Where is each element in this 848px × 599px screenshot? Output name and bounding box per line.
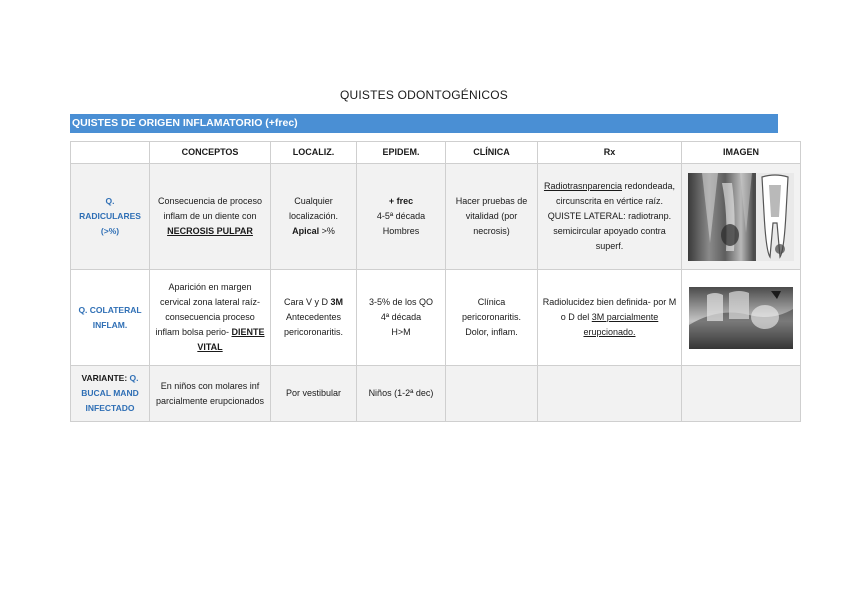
conceptos-cell: En niños con molares inf parcialmente erupcionados — [150, 366, 271, 422]
row-name — [71, 164, 150, 270]
row-name-line: Q. BUCAL MAND INFECTADO — [81, 373, 139, 413]
header-localiz: LOCALIZ. — [271, 142, 357, 164]
header-row — [71, 142, 801, 164]
epidem-cell: Niños (1-2ª dec) — [357, 366, 446, 422]
conceptos-cell — [150, 164, 271, 270]
radiograph-image — [689, 287, 793, 349]
variant-label: VARIANTE: — [81, 373, 128, 383]
row-name-line: INFLAM. — [92, 319, 128, 330]
row-name-line: Q. — [105, 196, 115, 206]
clinica-cell: Hacer pruebas de vitalidad (por necrosis) — [446, 164, 538, 270]
epidem-line: 4-5ª década — [376, 211, 426, 221]
conceptos-emphasis: NECROSIS PULPAR — [167, 226, 253, 236]
table-row — [71, 270, 801, 366]
conceptos-text: Aparición en margen cervical zona lateral raíz- consecuencia proceso inflam bolsa perio- — [155, 282, 261, 337]
localiz-emphasis: 3M — [330, 297, 344, 307]
localiz-cell: Por vestibular — [271, 366, 357, 422]
rx-underlined: 3M parcialmente erupcionado. — [583, 312, 659, 337]
epidem-cell — [357, 270, 446, 366]
header-imagen: IMAGEN — [682, 142, 801, 164]
rx-cell — [538, 164, 682, 270]
rx-text: redondeada, circunscrita en vértice raíz. — [555, 181, 676, 206]
header-epidem: EPIDEM. — [357, 142, 446, 164]
table-row — [71, 164, 801, 270]
localiz-text: >% — [319, 226, 335, 236]
localiz-cell — [271, 270, 357, 366]
rx-cell — [538, 366, 682, 422]
epidem-line: + frec — [388, 196, 414, 206]
tooth-icon — [756, 173, 794, 261]
epidem-line: Hombres — [382, 226, 420, 236]
epidem-line: 4ª década — [380, 312, 422, 322]
row-name-line: (>%) — [100, 226, 120, 236]
header-conceptos: CONCEPTOS — [150, 142, 271, 164]
localiz-text: Antecedentes pericoronaritis. — [283, 312, 344, 337]
header-clinica: CLÍNICA — [446, 142, 538, 164]
radiograph-image — [689, 287, 793, 349]
page-title: QUISTES ODONTOGÉNICOS — [340, 88, 508, 102]
conceptos-text: Consecuencia de proceso inflam de un diente con — [157, 196, 263, 221]
epidem-line: H>M — [391, 327, 411, 337]
table-row — [71, 366, 801, 422]
section-banner: QUISTES DE ORIGEN INFLAMATORIO (+frec) — [70, 114, 778, 133]
clinica-cell: Clínica pericoronaritis. Dolor, inflam. — [446, 270, 538, 366]
header-rx: Rx — [538, 142, 682, 164]
row-name-line: RADICULARES — [79, 211, 141, 221]
header-empty — [71, 142, 150, 164]
rx-underlined: Radiotrasnparencia — [543, 181, 622, 191]
tooth-diagram — [756, 173, 794, 261]
epidem-cell — [357, 164, 446, 270]
localiz-cell — [271, 164, 357, 270]
row-name — [71, 270, 150, 366]
imagen-cell — [682, 164, 801, 270]
radiograph-image — [688, 173, 794, 261]
epidem-line: 3-5% de los QO — [368, 297, 434, 307]
conceptos-cell — [150, 270, 271, 366]
conceptos-emphasis: DIENTE VITAL — [197, 327, 265, 352]
localiz-text: Cara V y D — [283, 297, 331, 307]
localiz-text: Cualquier localización. — [288, 196, 339, 221]
clinica-cell — [446, 366, 538, 422]
row-name — [71, 366, 150, 422]
rx-text: Radiolucidez bien definida- por M o D del — [542, 297, 677, 322]
row-name-line: Q. COLATERAL — [78, 304, 142, 315]
imagen-cell — [682, 270, 801, 366]
imagen-cell — [682, 366, 801, 422]
rx-text: QUISTE LATERAL: radiotranp. semicircular apoyado contra superf. — [547, 211, 672, 251]
cysts-table — [70, 141, 801, 422]
rx-cell — [538, 270, 682, 366]
localiz-emphasis: Apical — [292, 226, 320, 236]
